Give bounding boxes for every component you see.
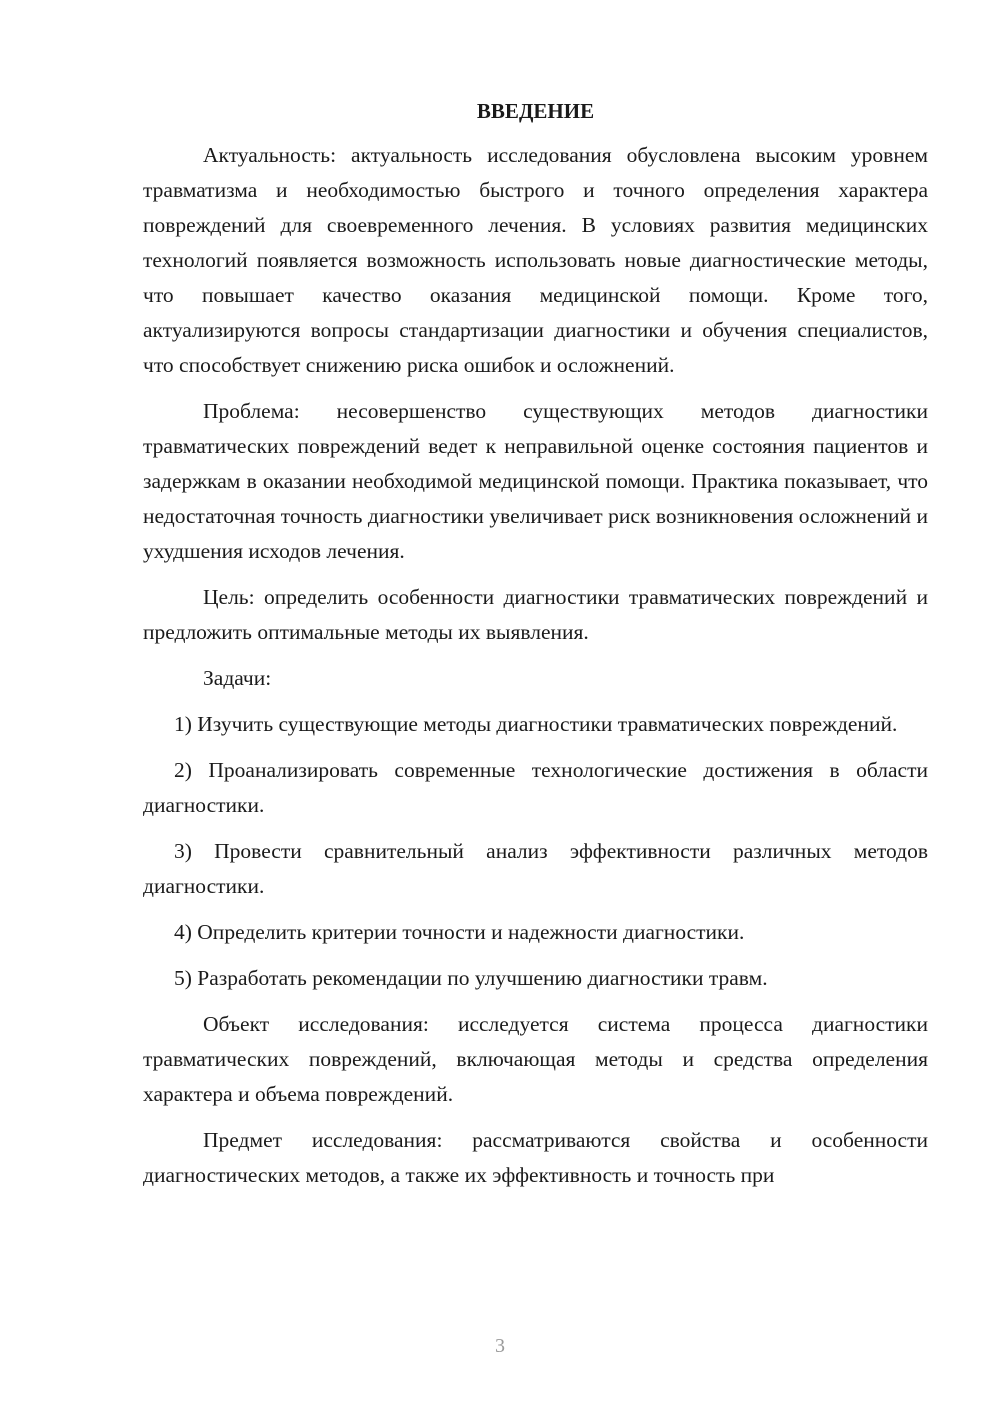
section-heading: ВВЕДЕНИЕ <box>476 99 595 123</box>
task-item-4: 4) Определить критерии точности и надежности диагностики. <box>174 920 745 944</box>
task-item-5: 5) Разработать рекомендации по улучшению диагностики травм. <box>174 966 768 990</box>
goal-paragraph: Цель: определить особенности диагностики травматических повреждений и предложить оптимальные методы их выявления. <box>143 585 928 644</box>
document-page <box>143 95 928 1204</box>
problem-paragraph: Проблема: несовершенство существующих методов диагностики травматических повреждений ведет к неправильной оценке состояния пациентов и задержкам в оказании необходимой медицинской помощи. Практика показывает, что недостаточная точность диагностики увеличивает риск возникновения осложнений и ухудшения исходов лечения. <box>143 399 928 563</box>
subject-paragraph: Предмет исследования: рассматриваются свойства и особенности диагностических методов, а также их эффективность и точность при <box>143 1128 928 1187</box>
page-number: 3 <box>495 1335 505 1357</box>
task-item-3: 3) Провести сравнительный анализ эффективности различных методов диагностики. <box>143 839 928 898</box>
relevance-paragraph: Актуальность: актуальность исследования обусловлена высоким уровнем травматизма и необходимостью быстрого и точного определения характера повреждений для своевременного лечения. В условиях развития медицинских технологий появляется возможность использовать новые диагностические методы, что повышает качество оказания медицинской помощи. Кроме того, актуализируются вопросы стандартизации диагностики и обучения специалистов, что способствует снижению риска ошибок и осложнений. <box>143 143 928 377</box>
task-item-2: 2) Проанализировать современные технологические достижения в области диагностики. <box>143 758 928 817</box>
tasks-label: Задачи: <box>203 666 272 690</box>
object-paragraph: Объект исследования: исследуется система процесса диагностики травматических повреждений, включающая методы и средства определения характера и объема повреждений. <box>143 1012 928 1106</box>
task-item-1: 1) Изучить существующие методы диагностики травматических повреждений. <box>174 712 898 736</box>
